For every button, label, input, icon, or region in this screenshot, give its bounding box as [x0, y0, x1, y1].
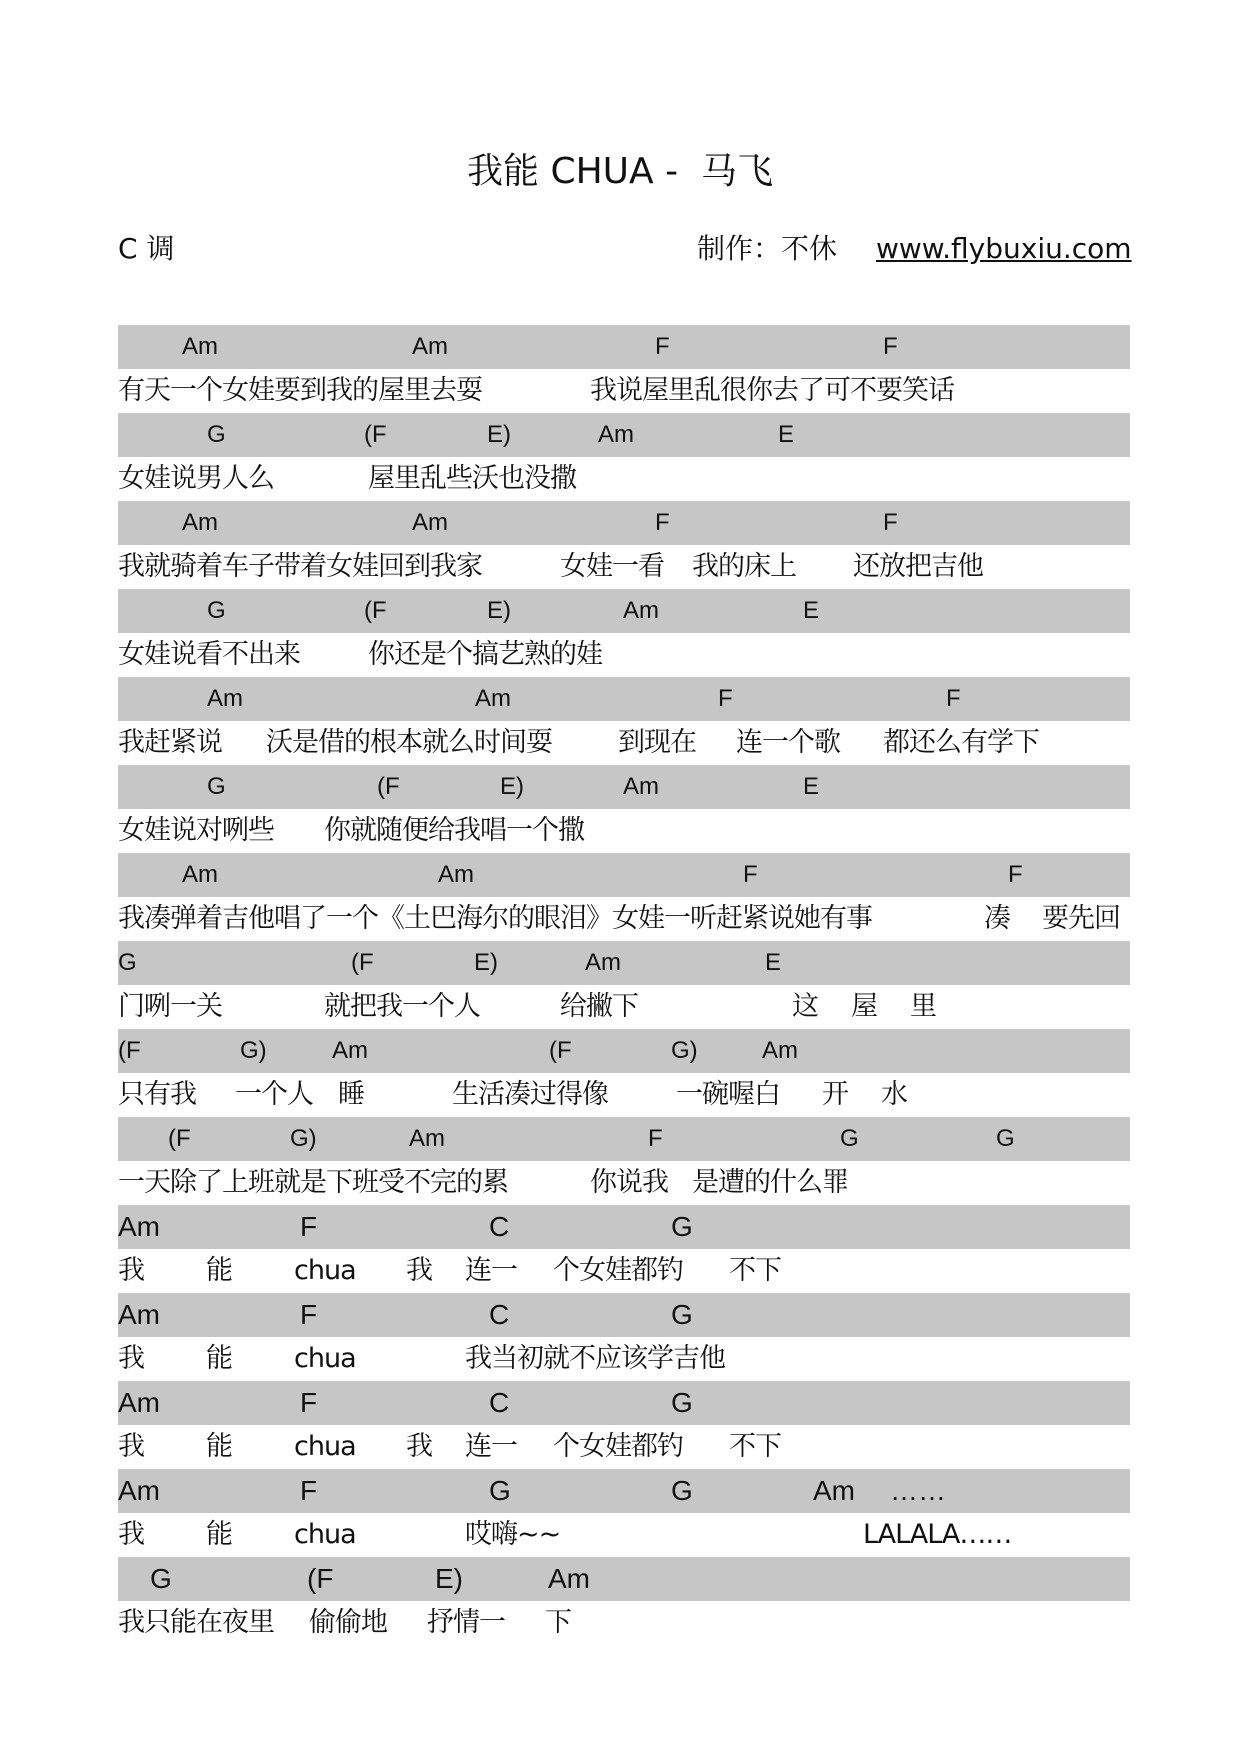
- lyric-segment: 女娃说对咧些: [118, 815, 274, 846]
- lyric-row: [118, 1161, 1130, 1205]
- chord: F: [883, 509, 898, 536]
- lyric-segment: LALALA……: [863, 1519, 1012, 1550]
- chord: E): [435, 1563, 463, 1594]
- chord-row: [118, 1469, 1130, 1513]
- lyric-segment: 水: [881, 1079, 907, 1110]
- chord: G: [671, 1211, 693, 1242]
- lyric-segment: 我的床上: [692, 551, 796, 582]
- chord: Am: [412, 333, 448, 360]
- lyric-row: [118, 1249, 1130, 1293]
- lyric-segment: 要先回: [1042, 903, 1120, 934]
- lyric-segment: 有天一个女娃要到我的屋里去耍: [118, 375, 482, 406]
- lyric-segment: 屋里乱些沃也没撒: [368, 463, 576, 494]
- chord: F: [946, 685, 961, 712]
- lyric-segment: 连一个歌: [736, 727, 840, 758]
- chord: G: [150, 1563, 172, 1594]
- website-link[interactable]: www.flybuxiu.com: [876, 232, 1132, 265]
- lyric-segment: 能: [206, 1343, 232, 1374]
- chord-row: [118, 1381, 1130, 1425]
- chord: (F: [549, 1037, 572, 1064]
- chord: Am: [412, 509, 448, 536]
- lyric-segment: 女娃一看: [560, 551, 664, 582]
- chord-row: [118, 1029, 1130, 1073]
- chord-row: [118, 1557, 1130, 1601]
- lyric-segment: 女娃说看不出来: [118, 639, 300, 670]
- lyric-segment: 你说我: [590, 1167, 668, 1198]
- chord: (F: [364, 421, 387, 448]
- chord-sheet: [118, 325, 1130, 1645]
- lyric-segment: 凑: [984, 903, 1010, 934]
- chord: G: [207, 597, 226, 624]
- chord: E: [803, 597, 820, 624]
- lyric-segment: 就把我一个人: [324, 991, 480, 1022]
- lyric-row: [118, 721, 1130, 765]
- chord: Am: [475, 685, 511, 712]
- chord: F: [883, 333, 898, 360]
- chord: G: [489, 1475, 511, 1506]
- chord-row: [118, 765, 1130, 809]
- lyric-segment: 我: [118, 1519, 144, 1550]
- lyric-segment: 我: [118, 1255, 144, 1286]
- chord: C: [489, 1387, 510, 1418]
- chord-row: [118, 1117, 1130, 1161]
- chord: E: [778, 421, 795, 448]
- chord: F: [300, 1211, 318, 1242]
- chord: Am: [623, 773, 659, 800]
- chord: F: [648, 1125, 663, 1152]
- lyric-segment: 我: [406, 1255, 432, 1286]
- chord: G): [671, 1037, 698, 1064]
- chord: E): [474, 949, 498, 976]
- lyric-segment: chua: [294, 1343, 356, 1374]
- lyric-segment: 能: [206, 1255, 232, 1286]
- chord: Am: [118, 1211, 160, 1242]
- lyric-segment: 我说屋里乱很你去了可不要笑话: [590, 375, 954, 406]
- lyric-segment: 能: [206, 1519, 232, 1550]
- chord: E): [500, 773, 524, 800]
- lyric-segment: 沃是借的根本就么时间耍: [266, 727, 552, 758]
- lyric-row: [118, 897, 1130, 941]
- chord: G: [996, 1125, 1015, 1152]
- lyric-row: [118, 809, 1130, 853]
- chord-row: [118, 413, 1130, 457]
- chord: Am: [118, 1475, 160, 1506]
- lyric-row: [118, 545, 1130, 589]
- lyric-segment: 屋: [851, 991, 877, 1022]
- lyric-segment: 到现在: [618, 727, 696, 758]
- lyric-segment: 是遭的什么罪: [692, 1167, 848, 1198]
- lyric-segment: 哎嗨~~: [465, 1519, 561, 1550]
- lyric-segment: 还放把吉他: [853, 551, 983, 582]
- lyric-segment: 都还么有学下: [883, 727, 1039, 758]
- chord: Am: [182, 861, 218, 888]
- chord-row: [118, 589, 1130, 633]
- lyric-row: [118, 369, 1130, 413]
- lyric-segment: 我: [406, 1431, 432, 1462]
- chord: Am: [409, 1125, 445, 1152]
- credit-text: 制作：不休: [697, 232, 838, 265]
- lyric-segment: 我当初就不应该学吉他: [465, 1343, 725, 1374]
- lyric-segment: 一个人: [235, 1079, 313, 1110]
- lyric-segment: 门咧一关: [118, 991, 222, 1022]
- lyric-segment: 个女娃都钓: [553, 1255, 683, 1286]
- chord: (F: [377, 773, 400, 800]
- chord-row: [118, 501, 1130, 545]
- chord: Am: [598, 421, 634, 448]
- chord: G: [118, 949, 137, 976]
- lyric-segment: 下: [545, 1607, 571, 1638]
- chord: E: [803, 773, 820, 800]
- lyric-segment: 我: [118, 1343, 144, 1374]
- lyric-segment: 我就骑着车子带着女娃回到我家: [118, 551, 482, 582]
- lyric-row: [118, 985, 1130, 1029]
- lyric-segment: 不下: [729, 1255, 781, 1286]
- chord: F: [300, 1387, 318, 1418]
- lyric-segment: 一碗喔白: [676, 1079, 780, 1110]
- lyric-segment: 不下: [729, 1431, 781, 1462]
- chord: (F: [118, 1037, 141, 1064]
- chord: G): [240, 1037, 267, 1064]
- chord: Am: [118, 1387, 160, 1418]
- lyric-segment: chua: [294, 1519, 356, 1550]
- lyric-row: [118, 1073, 1130, 1117]
- lyric-segment: 连一: [465, 1431, 517, 1462]
- chord: Am: [762, 1037, 798, 1064]
- chord: Am: [207, 685, 243, 712]
- chord: C: [489, 1211, 510, 1242]
- lyric-segment: 这: [792, 991, 818, 1022]
- chord: Am: [118, 1299, 160, 1330]
- lyric-segment: 里: [910, 991, 936, 1022]
- lyric-segment: 一天除了上班就是下班受不完的累: [118, 1167, 508, 1198]
- chord: E): [487, 421, 511, 448]
- lyric-segment: 睡: [338, 1079, 364, 1110]
- chord: C: [489, 1299, 510, 1330]
- song-title: 我能 CHUA - 马飞: [467, 151, 773, 192]
- chord: G: [207, 421, 226, 448]
- chord: F: [1008, 861, 1023, 888]
- lyric-segment: 连一: [465, 1255, 517, 1286]
- chord: G: [671, 1475, 693, 1506]
- chord: F: [718, 685, 733, 712]
- lyric-segment: chua: [294, 1431, 356, 1462]
- chord: (F: [307, 1563, 334, 1594]
- chord-row: [118, 677, 1130, 721]
- lyric-segment: 我只能在夜里: [118, 1607, 274, 1638]
- chord: Am: [813, 1475, 855, 1506]
- chord-row: [118, 941, 1130, 985]
- song-key: C 调: [118, 232, 175, 265]
- lyric-segment: 给撇下: [560, 991, 638, 1022]
- lyric-segment: 我赶紧说: [118, 727, 222, 758]
- chord: F: [300, 1475, 318, 1506]
- chord: (F: [364, 597, 387, 624]
- lyric-row: [118, 1513, 1130, 1557]
- chord: Am: [438, 861, 474, 888]
- lyric-segment: chua: [294, 1255, 356, 1286]
- lyric-row: [118, 1337, 1130, 1381]
- lyric-segment: 你还是个搞艺熟的娃: [368, 639, 602, 670]
- lyric-segment: 女娃说男人么: [118, 463, 274, 494]
- chord: G: [671, 1387, 693, 1418]
- chord: E: [765, 949, 782, 976]
- lyric-row: [118, 633, 1130, 677]
- chord: F: [300, 1299, 318, 1330]
- chord: E): [487, 597, 511, 624]
- chord: ……: [890, 1475, 946, 1506]
- chord: G: [207, 773, 226, 800]
- chord: Am: [623, 597, 659, 624]
- chord: (F: [168, 1125, 191, 1152]
- chord: G: [840, 1125, 859, 1152]
- lyric-segment: 我: [118, 1431, 144, 1462]
- chord: Am: [548, 1563, 590, 1594]
- lyric-segment: 你就随便给我唱一个撒: [324, 815, 584, 846]
- chord-row: [118, 325, 1130, 369]
- chord: G: [671, 1299, 693, 1330]
- lyric-segment: 开: [822, 1079, 848, 1110]
- chord: (F: [351, 949, 374, 976]
- chord: F: [655, 509, 670, 536]
- lyric-segment: 只有我: [118, 1079, 196, 1110]
- lyric-row: [118, 1425, 1130, 1469]
- chord: F: [743, 861, 758, 888]
- chord: Am: [182, 509, 218, 536]
- chord-row: [118, 1205, 1130, 1249]
- chord: Am: [332, 1037, 368, 1064]
- lyric-segment: 个女娃都钓: [553, 1431, 683, 1462]
- lyric-segment: 偷偷地: [309, 1607, 387, 1638]
- chord: G): [290, 1125, 317, 1152]
- lyric-segment: 能: [206, 1431, 232, 1462]
- chord: Am: [585, 949, 621, 976]
- chord-row: [118, 853, 1130, 897]
- lyric-row: [118, 457, 1130, 501]
- chord: Am: [182, 333, 218, 360]
- lyric-segment: 我凑弹着吉他唱了一个《土巴海尔的眼泪》女娃一听赶紧说她有事: [118, 903, 872, 934]
- lyric-row: [118, 1601, 1130, 1645]
- lyric-segment: 生活凑过得像: [452, 1079, 608, 1110]
- lyric-segment: 抒情一: [427, 1607, 505, 1638]
- chord: F: [655, 333, 670, 360]
- chord-row: [118, 1293, 1130, 1337]
